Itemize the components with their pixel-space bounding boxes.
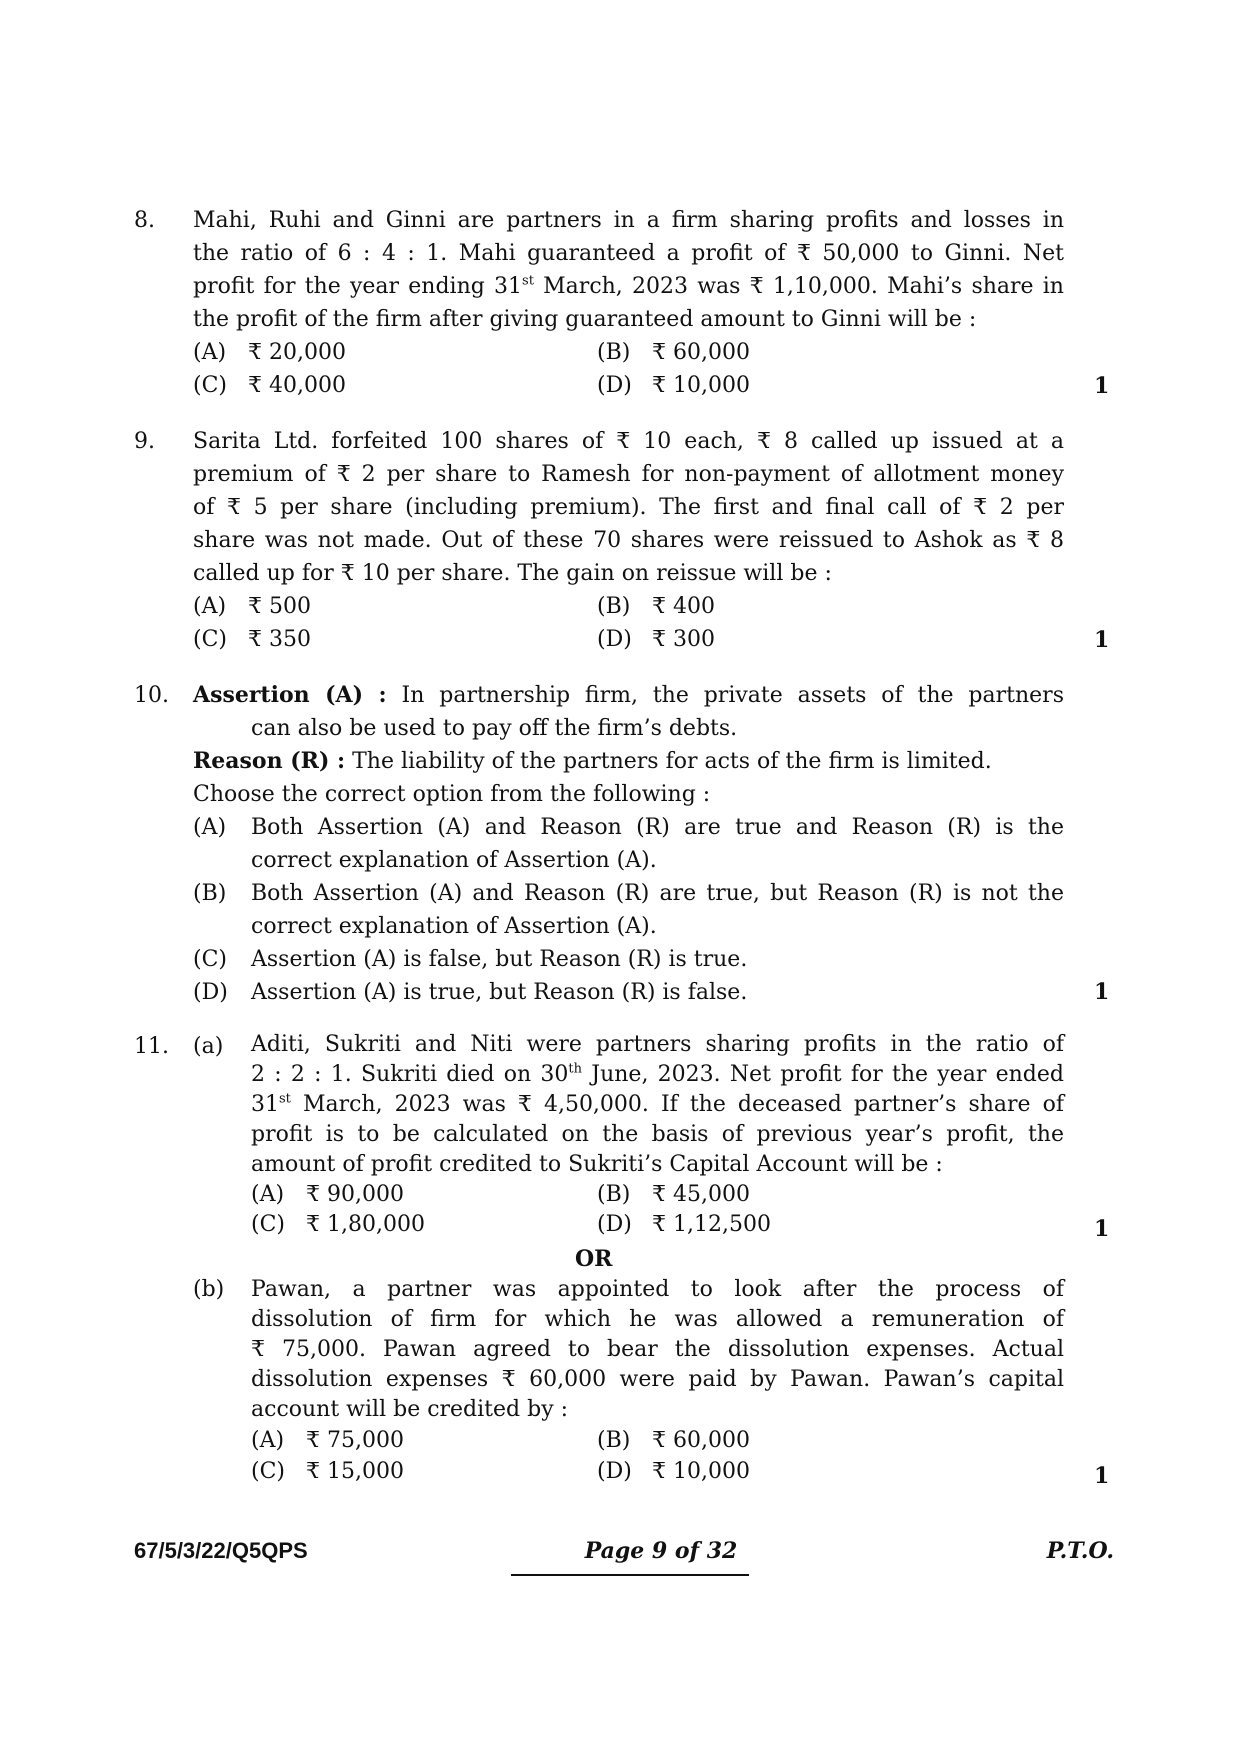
text-line [193, 270, 1064, 303]
option-c: (C) ₹ 15,000 [251, 1459, 404, 1484]
option-row [193, 590, 1064, 623]
text-line: the profit of the firm after giving guaranteed amount to Ginni will be : [193, 307, 977, 332]
option-d: (D) ₹ 300 [597, 627, 715, 652]
text-line: the ratio of 6 : 4 : 1. Mahi guaranteed a profit of ₹ 50,000 to Ginni. Net [193, 241, 1064, 266]
part-label: (b) [193, 1277, 225, 1302]
option-row [193, 623, 1064, 656]
option-a: (A) ₹ 20,000 [193, 340, 346, 365]
question-number: 11. [134, 1034, 169, 1059]
text-segment: profit for the year ending 31 [193, 274, 523, 299]
option-row [251, 1425, 1064, 1456]
option-row [193, 369, 1064, 402]
marks: 1 [1094, 627, 1110, 653]
text-line: Sarita Ltd. forfeited 100 shares of ₹ 10 each, ₹ 8 called up issued at a [193, 429, 1064, 454]
text-line: can also be used to pay off the firm’s debts. [251, 716, 738, 741]
part-a-text [251, 1030, 1064, 1240]
text-line: profit is to be calculated on the basis of previous year’s profit, the [251, 1122, 1064, 1147]
assertion-label: Assertion (A) : [193, 682, 387, 708]
option-a: (A) Both Assertion (A) and Reason (R) are true and Reason (R) is the correct explanation of Assertion (A). [193, 815, 1064, 873]
option-b: (B) ₹ 400 [597, 594, 715, 619]
text-line: ₹ 75,000. Pawan agreed to bear the dissolution expenses. Actual [251, 1337, 1064, 1362]
question-number: 9. [134, 429, 155, 454]
option-c: (C) Assertion (A) is false, but Reason (R) is true. [193, 947, 748, 972]
or-separator: OR [575, 1246, 613, 1272]
question-text [193, 679, 1064, 1009]
text-line: account will be credited by : [251, 1397, 569, 1422]
question-text [193, 204, 1064, 402]
text-line: called up for ₹ 10 per share. The gain on reissue will be : [193, 561, 832, 586]
text-line: 31st March, 2023 was ₹ 4,50,000. If the deceased partner’s share of [251, 1091, 1064, 1117]
option-row [251, 1210, 1064, 1240]
option-d: (D) ₹ 10,000 [597, 1459, 750, 1484]
reason-label: Reason (R) : [193, 748, 346, 774]
text-line: share was not made. Out of these 70 shares were reissued to Ashok as ₹ 8 [193, 528, 1064, 553]
assertion: Assertion (A) : In partnership firm, the private assets of the partners [193, 682, 1064, 708]
text-line: Aditi, Sukriti and Niti were partners sharing profits in the ratio of [251, 1032, 1064, 1057]
text-line: premium of ₹ 2 per share to Ramesh for non-payment of allotment money [193, 462, 1064, 487]
option-b: (B) ₹ 45,000 [597, 1182, 750, 1207]
marks: 1 [1094, 1216, 1110, 1242]
part-b-text [251, 1275, 1064, 1487]
option-a: (A) ₹ 75,000 [251, 1428, 404, 1453]
reason: Reason (R) : The liability of the partners for acts of the firm is limited. [193, 748, 992, 774]
marks: 1 [1094, 373, 1110, 399]
page-number-underline [511, 1574, 749, 1576]
question-number: 8. [134, 208, 155, 233]
text-line: dissolution expenses ₹ 60,000 were paid by Pawan. Pawan’s capital [251, 1367, 1064, 1392]
text-line: Mahi, Ruhi and Ginni are partners in a firm sharing profits and losses in [193, 208, 1064, 233]
option-d: (D) ₹ 10,000 [597, 373, 750, 398]
option-c: (C) ₹ 1,80,000 [251, 1212, 425, 1237]
option-b: (B) ₹ 60,000 [597, 1428, 750, 1453]
text-line: 2 : 2 : 1. Sukriti died on 30th June, 2023. Net profit for the year ended [251, 1061, 1064, 1087]
option-c: (C) ₹ 40,000 [193, 373, 346, 398]
option-a: (A) ₹ 90,000 [251, 1182, 404, 1207]
option-b: (B) Both Assertion (A) and Reason (R) are true, but Reason (R) is not the correct explanation of Assertion (A). [193, 881, 1064, 939]
option-a: (A) ₹ 500 [193, 594, 311, 619]
option-row [193, 336, 1064, 369]
superscript: st [522, 273, 534, 289]
part-label: (a) [193, 1034, 224, 1059]
option-row [251, 1456, 1064, 1487]
option-row [251, 1180, 1064, 1210]
page-number: Page 9 of 32 [584, 1538, 738, 1564]
option-d: (D) ₹ 1,12,500 [597, 1212, 771, 1237]
question-number: 10. [134, 683, 169, 708]
text-segment: March, 2023 was ₹ 1,10,000. Mahi’s share in [533, 274, 1064, 299]
option-c: (C) ₹ 350 [193, 627, 311, 652]
page-footer [134, 1538, 1114, 1570]
paper-code: 67/5/3/22/Q5QPS [134, 1538, 308, 1563]
text-line: of ₹ 5 per share (including premium). The first and final call of ₹ 2 per [193, 495, 1064, 520]
please-turn-over: P.T.O. [1046, 1538, 1114, 1564]
marks: 1 [1094, 979, 1110, 1005]
marks: 1 [1094, 1463, 1110, 1489]
option-d: (D) Assertion (A) is true, but Reason (R) is false. [193, 980, 748, 1005]
text-line: dissolution of firm for which he was allowed a remuneration of [251, 1307, 1064, 1332]
superscript: st [279, 1091, 291, 1107]
text-line: Pawan, a partner was appointed to look after the process of [251, 1277, 1064, 1302]
option-b: (B) ₹ 60,000 [597, 340, 750, 365]
text-line: amount of profit credited to Sukriti’s Capital Account will be : [251, 1152, 943, 1177]
superscript: th [568, 1061, 583, 1077]
question-text [193, 425, 1064, 656]
instruction: Choose the correct option from the following : [193, 782, 711, 807]
